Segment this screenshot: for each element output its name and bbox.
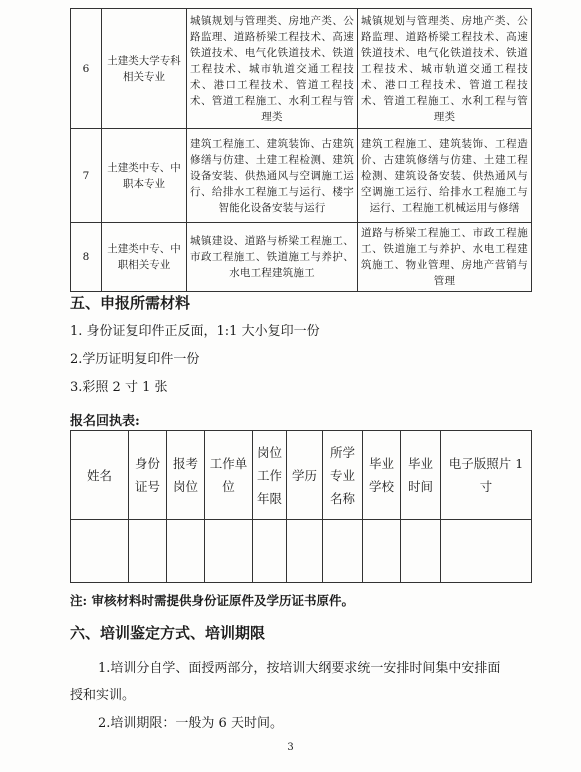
material-item: 1. 身份证复印件正反面，1:1 大小复印一份 [70, 324, 320, 339]
header-education: 学历 [287, 431, 323, 520]
form-header-row [71, 431, 532, 520]
blank-cell [441, 520, 532, 583]
training-para-1: 1.培训分自学、面授两部分，按培训大纲要求统一安排时间集中安排面 [98, 661, 501, 676]
row-majors-b: 城镇规划与管理类、房地产类、公路监理、道路桥梁工程技术、高速铁道技术、电气化铁道技术、铁道工程技术、城市轨道交通工程技术、港口工程技术、管道工程技术、管道工程施工、水利工程与管理类 [358, 9, 532, 129]
row-category: 土建类中专、中职本专业 [102, 129, 187, 223]
blank-cell [71, 520, 129, 583]
header-school: 毕业学校 [363, 431, 401, 520]
blank-cell [253, 520, 287, 583]
material-item: 3.彩照 2 寸 1 张 [70, 380, 168, 395]
registration-form-table [70, 430, 532, 583]
row-number: 8 [71, 223, 102, 292]
training-para-2: 2.培训期限：一般为 6 天时间。 [98, 716, 283, 731]
majors-table [70, 8, 532, 292]
row-category: 土建类大学专科相关专业 [102, 9, 187, 129]
row-category: 土建类中专、中职相关专业 [102, 223, 187, 292]
table-row [71, 223, 532, 292]
training-para-1-cont: 授和实训。 [70, 688, 136, 703]
header-work-years: 岗位工作年限 [253, 431, 287, 520]
section6-title: 六、培训鉴定方式、培训期限 [70, 624, 266, 642]
header-major: 所学专业名称 [323, 431, 363, 520]
blank-cell [363, 520, 401, 583]
row-majors-b: 建筑工程施工、建筑装饰、工程造价、古建筑修缮与仿建、土建工程检测、建筑设备安装、供热通风与空调施工运行、给排水工程施工与运行、工程施工机械运用与修缮 [358, 129, 532, 223]
blank-cell [129, 520, 167, 583]
blank-cell [401, 520, 441, 583]
page-number: 3 [287, 742, 294, 753]
table-row [71, 9, 532, 129]
form-title: 报名回执表: [70, 414, 140, 429]
header-id-number: 身份证号 [129, 431, 167, 520]
row-number: 6 [71, 9, 102, 129]
blank-cell [205, 520, 253, 583]
material-item: 2.学历证明复印件一份 [70, 352, 200, 367]
header-employer: 工作单位 [205, 431, 253, 520]
blank-cell [323, 520, 363, 583]
table-row [71, 129, 532, 223]
form-blank-row [71, 520, 532, 583]
row-majors-a: 建筑工程施工、建筑装饰、古建筑修缮与仿建、土建工程检测、建筑设备安装、供热通风与空调施工运行、给排水工程施工与运行、楼宇智能化设备安装与运行 [187, 129, 358, 223]
section5-title: 五、申报所需材料 [70, 294, 191, 312]
form-note: 注: 审核材料时需提供身份证原件及学历证书原件。 [70, 593, 354, 608]
header-grad-time: 毕业时间 [401, 431, 441, 520]
blank-cell [167, 520, 205, 583]
header-position: 报考岗位 [167, 431, 205, 520]
header-photo: 电子版照片 1 寸 [441, 431, 532, 520]
row-number: 7 [71, 129, 102, 223]
blank-cell [287, 520, 323, 583]
row-majors-b: 道路与桥梁工程施工、市政工程施工、铁道施工与养护、水电工程建筑施工、物业管理、房地产营销与管理 [358, 223, 532, 292]
header-name: 姓名 [71, 431, 129, 520]
row-majors-a: 城镇规划与管理类、房地产类、公路监理、道路桥梁工程技术、高速铁道技术、电气化铁道技术、铁道工程技术、城市轨道交通工程技术、港口工程技术、管道工程技术、管道工程施工、水利工程与管理类 [187, 9, 358, 129]
row-majors-a: 城镇建设、道路与桥梁工程施工、市政工程施工、铁道施工与养护、水电工程建筑施工 [187, 223, 358, 292]
